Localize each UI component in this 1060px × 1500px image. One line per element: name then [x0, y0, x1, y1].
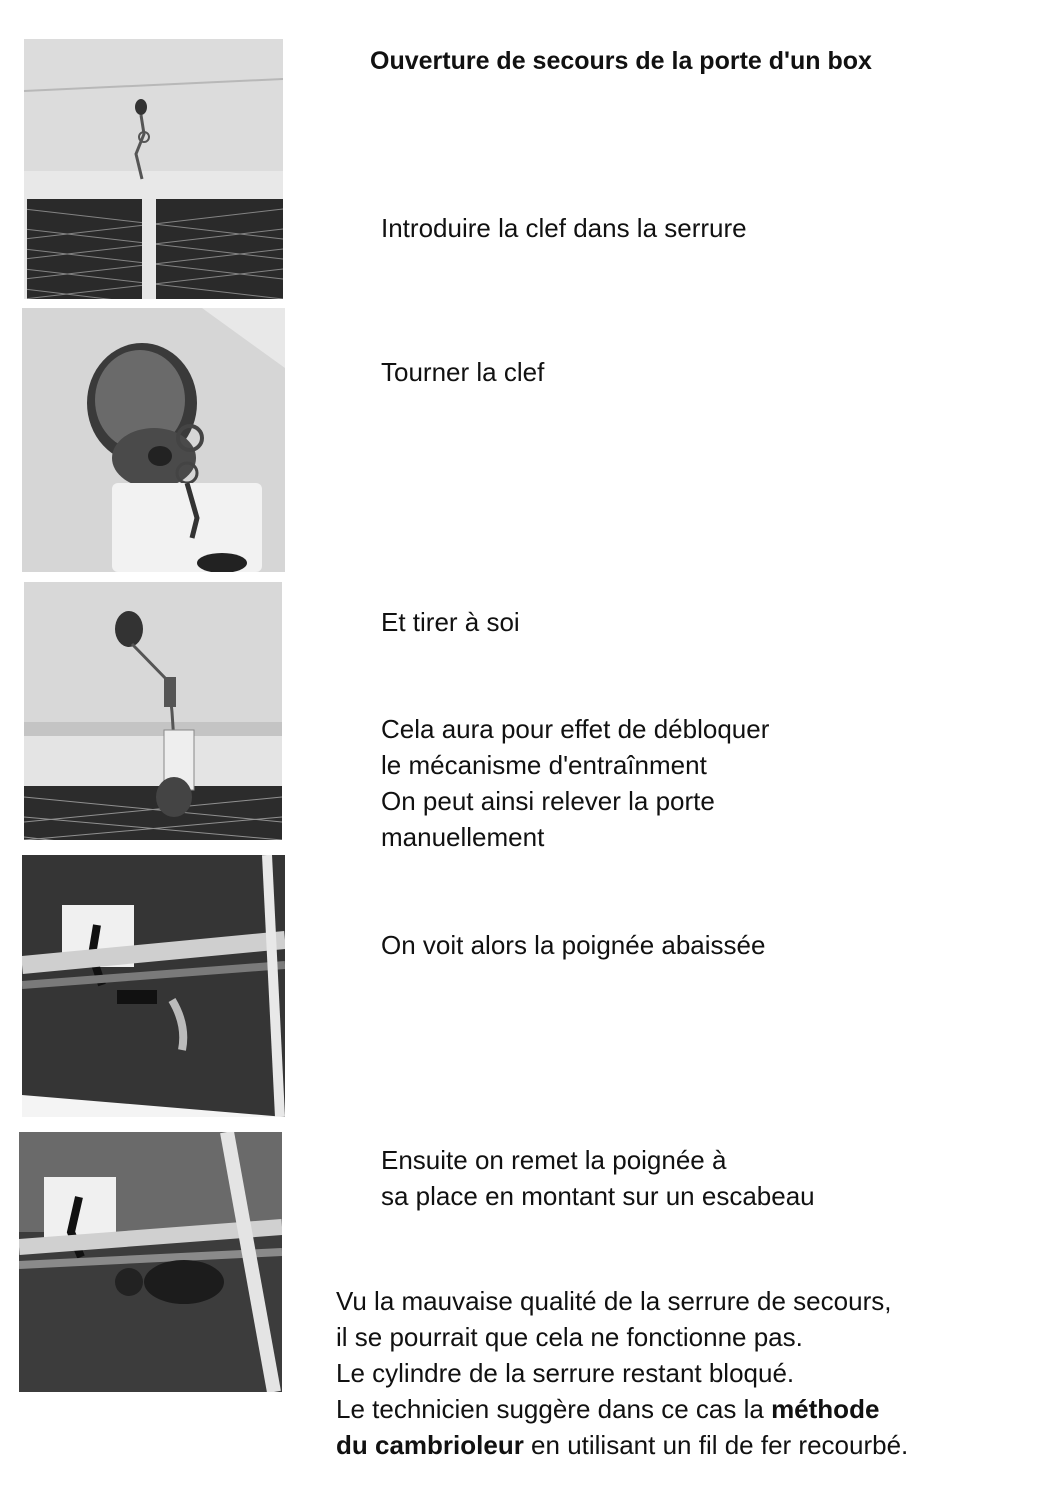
- step-line: le mécanisme d'entraînment: [381, 750, 707, 780]
- note-line: il se pourrait que cela ne fonctionne pas.: [336, 1322, 803, 1352]
- step-handle-lowered: [381, 927, 765, 963]
- step-line: Introduire la clef dans la serrure: [381, 213, 747, 243]
- photo-pull-cable: [24, 582, 282, 840]
- step-line: Ensuite on remet la poignée à: [381, 1145, 727, 1175]
- note-text: Le technicien suggère dans ce cas la: [336, 1394, 772, 1424]
- step-line: sa place en montant sur un escabeau: [381, 1181, 815, 1211]
- step-line: manuellement: [381, 822, 545, 852]
- step-line: Tourner la clef: [381, 357, 545, 387]
- note-line: [336, 1427, 908, 1463]
- step-line: Cela aura pour effet de débloquer: [381, 714, 770, 744]
- note-emphasis: du cambrioleur: [336, 1430, 524, 1460]
- note-line: Vu la mauvaise qualité de la serrure de secours,: [336, 1286, 892, 1316]
- step-line: Et tirer à soi: [381, 607, 520, 637]
- step-insert-key: [381, 210, 747, 246]
- photo-key-in-lock: [24, 39, 283, 299]
- step-line: On peut ainsi relever la porte: [381, 786, 715, 816]
- step-replace-handle: [381, 1142, 815, 1214]
- note-emphasis: méthode: [771, 1394, 880, 1424]
- warning-note: [336, 1283, 908, 1463]
- note-line: [336, 1391, 908, 1427]
- note-text: en utilisant un fil de fer recourbé.: [523, 1430, 909, 1460]
- step-pull: [381, 604, 520, 640]
- step-line: On voit alors la poignée abaissée: [381, 930, 766, 960]
- note-line: Le cylindre de la serrure restant bloqué.: [336, 1358, 795, 1388]
- photo-lowered-handle: [22, 855, 285, 1117]
- step-turn-key: [381, 354, 544, 390]
- photo-turn-key: [22, 308, 285, 572]
- page-title: Ouverture de secours de la porte d'un box: [370, 47, 872, 75]
- photo-handle-in-place: [19, 1132, 282, 1392]
- step-unlock-mechanism: [381, 711, 769, 855]
